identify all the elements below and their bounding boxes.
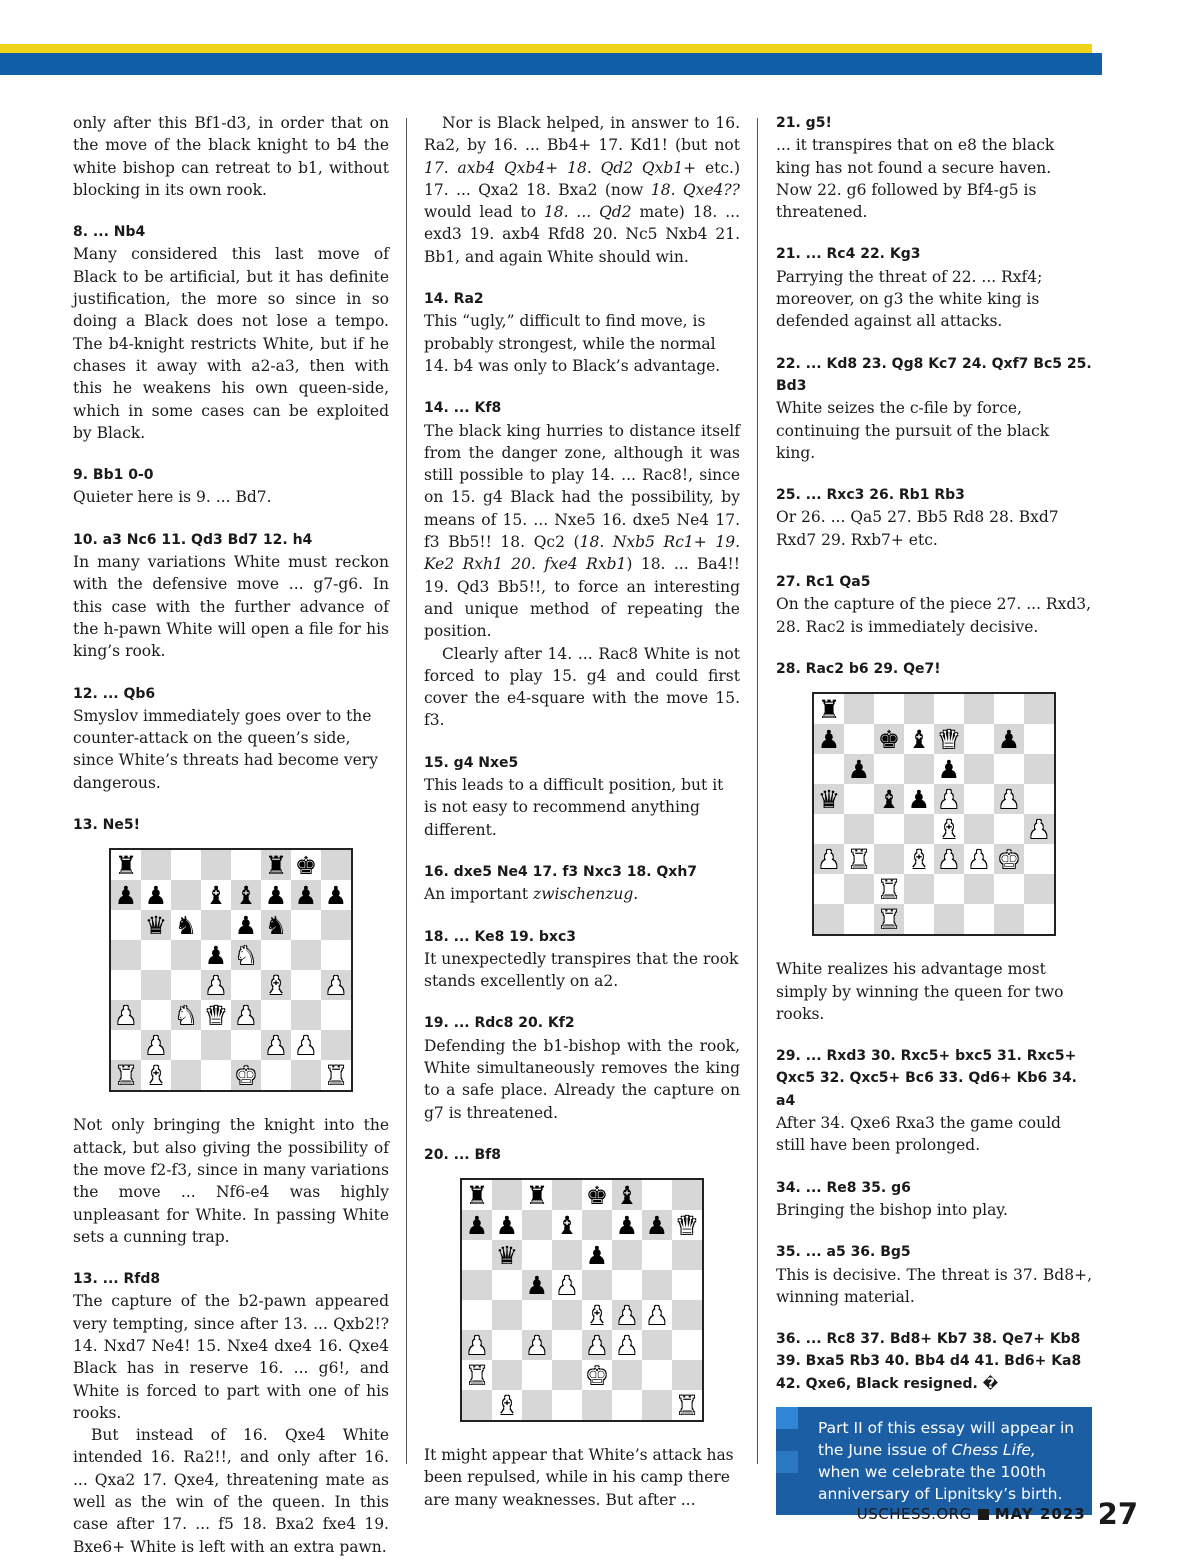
board-square: [1024, 904, 1054, 934]
move-heading: 28. Rac2 b6 29. Qe7!: [776, 660, 941, 677]
paragraph: Bringing the bishop into play.: [776, 1200, 1008, 1219]
board-square: [522, 1360, 552, 1390]
column-rule-1: [406, 118, 407, 1464]
white-pawn-icon: ♟: [201, 970, 231, 1000]
board-square: [201, 910, 231, 940]
white-pawn-icon: ♟: [111, 1000, 141, 1030]
board-square: [904, 874, 934, 904]
board-square: [492, 1270, 522, 1300]
board-square: [111, 970, 141, 1000]
paragraph: This “ugly,” difficult to find move, is probably strongest, while the normal 14. b4 was only to Black’s advantage.: [424, 312, 721, 375]
paragraph: Quieter here is 9. ... Bd7.: [73, 488, 272, 507]
board-square: [612, 1270, 642, 1300]
board-square: [1024, 874, 1054, 904]
board-square: [261, 940, 291, 970]
black-pawn-icon: ♟: [201, 940, 231, 970]
black-pawn-icon: ♟: [141, 880, 171, 910]
separator-square-icon: [978, 1509, 989, 1520]
board-square: [201, 850, 231, 880]
move-heading: 12. ... Qb6: [73, 685, 156, 702]
board-square: [261, 1000, 291, 1030]
paragraph: Smyslov immediately goes over to the counter-attack on the queen’s side, since White’s threats had become very dangerous.: [73, 706, 378, 792]
board-square: [874, 814, 904, 844]
move-heading: 8. ... Nb4: [73, 224, 146, 241]
white-pawn-icon: ♟: [582, 1330, 612, 1360]
move-heading: 16. dxe5 Ne4 17. f3 Nxc3 18. Qxh7: [424, 863, 698, 880]
white-pawn-icon: ♟: [612, 1330, 642, 1360]
sidebar-note: Part II of this essay will appear in the June issue of Chess Life, when we celebrate the 100th anniversary of Lipnitsky’s birth.: [776, 1407, 1092, 1515]
move-heading: 10. a3 Nc6 11. Qd3 Bd7 12. h4: [73, 531, 313, 548]
board-square: [171, 970, 201, 1000]
black-king-icon: ♚: [291, 850, 321, 880]
paragraph: Clearly after 14. ... Rac8 White is not forced to play 15. g4 and could first cover the e4-square with the move 15. f3.: [424, 644, 740, 730]
move-heading: 14. Ra2: [424, 291, 484, 308]
board-square: [874, 844, 904, 874]
board-square: [672, 1240, 702, 1270]
move-heading: 21. g5!: [776, 115, 832, 131]
black-rook-icon: ♜: [522, 1180, 552, 1210]
paragraph: Parrying the threat of 22. ... Rxf4; moreover, on g3 the white king is defended against all attacks.: [776, 267, 1043, 331]
white-pawn-icon: ♟: [231, 1000, 261, 1030]
white-rook-icon: ♜: [462, 1360, 492, 1390]
move-heading: 36. ... Rc8 37. Bd8+ Kb7 38. Qe7+ Kb8 39. Bxa5 Rb3 40. Bb4 d4 41. Bd6+ Ka8 42. Qxe6, Black resigned. �: [776, 1331, 1082, 1392]
board-square: [672, 1300, 702, 1330]
board-square: [111, 1030, 141, 1060]
black-pawn-icon: ♟: [261, 880, 291, 910]
black-pawn-icon: ♟: [321, 880, 351, 910]
board-square: [964, 814, 994, 844]
white-pawn-icon: ♟: [934, 784, 964, 814]
board-square: [1024, 724, 1054, 754]
board-square: [904, 814, 934, 844]
page-footer: [857, 1497, 1138, 1531]
black-bishop-icon: ♝: [612, 1180, 642, 1210]
move-heading: 27. Rc1 Qa5: [776, 574, 871, 591]
paragraph: Defending the b1-bishop with the rook, White simultaneously removes the king to a safe place. Already the capture on g7 is threatened.: [424, 1036, 740, 1122]
white-king-icon: ♚: [994, 844, 1024, 874]
board-square: [612, 1360, 642, 1390]
black-pawn-icon: ♟: [462, 1210, 492, 1240]
board-square: [672, 1330, 702, 1360]
white-bishop-icon: ♝: [492, 1390, 522, 1420]
black-pawn-icon: ♟: [934, 754, 964, 784]
board-square: [492, 1180, 522, 1210]
board-square: [672, 1180, 702, 1210]
board-square: [612, 1240, 642, 1270]
board-square: [844, 874, 874, 904]
black-pawn-icon: ♟: [111, 880, 141, 910]
black-rook-icon: ♜: [111, 850, 141, 880]
move-heading: 19. ... Rdc8 20. Kf2: [424, 1015, 575, 1032]
black-rook-icon: ♜: [462, 1180, 492, 1210]
board-square: [964, 754, 994, 784]
board-square: [814, 874, 844, 904]
board-square: [522, 1240, 552, 1270]
end-mark-icon: �: [982, 1375, 999, 1392]
paragraph: It might appear that White’s attack has been repulsed, while in his camp there are many weaknesses. But after ...: [424, 1446, 734, 1509]
paragraph: But instead of 16. Qxe4 White intended 16. Ra2!!, and only after 16. ... Qxa2 17. Qxe4, threatening mate as well as the win of the queen. In this case after 17. ... f5 18. Bxa2 fxe4 19. Bxe6+ White is left with an extra pawn.: [73, 1426, 389, 1556]
white-pawn-icon: ♟: [141, 1030, 171, 1060]
column-3: [776, 112, 1092, 1515]
white-rook-icon: ♜: [844, 844, 874, 874]
board-square: [994, 754, 1024, 784]
paragraph: White seizes the c-file by force, continuing the pursuit of the black king.: [776, 399, 1050, 462]
paragraph: It unexpectedly transpires that the rook stands excellently on a2.: [424, 949, 739, 991]
board-square: [934, 904, 964, 934]
board-square: [904, 904, 934, 934]
board-square: [844, 724, 874, 754]
board-square: [672, 1270, 702, 1300]
board-square: [462, 1300, 492, 1330]
chess-diagram-move-13: [109, 848, 353, 1092]
black-bishop-icon: ♝: [201, 880, 231, 910]
paragraph: After 34. Qxe6 Rxa3 the game could still have been prolonged.: [776, 1114, 1061, 1155]
white-queen-icon: ♛: [201, 1000, 231, 1030]
footer-site: USCHESS.ORG: [856, 1505, 972, 1523]
paragraph: Nor is Black helped, in answer to 16. Ra2, by 16. ... Bb4+ 17. Kd1! (but not 17. axb4 Qxb4+ 18. Qd2 Qxb1+ etc.) 17. ... Qxa2 18. Bxa2 (now 18. Qxe4?? would lead to 18. ... Qd2 mate) 18. ... exd3 19. axb4 Rfd8 20. Nc5 Nxb4 21. Bb1, and again White should win.: [424, 114, 741, 266]
black-pawn-icon: ♟: [522, 1270, 552, 1300]
black-bishop-icon: ♝: [231, 880, 261, 910]
white-king-icon: ♚: [582, 1360, 612, 1390]
board-square: [462, 1390, 492, 1420]
board-square: [111, 910, 141, 940]
board-square: [582, 1210, 612, 1240]
black-queen-icon: ♛: [492, 1240, 522, 1270]
board-square: [994, 904, 1024, 934]
white-king-icon: ♚: [231, 1060, 261, 1090]
board-square: [642, 1270, 672, 1300]
board-square: [1024, 694, 1054, 724]
paragraph: The black king hurries to distance itself from the danger zone, although it was still possible to play 14. ... Rac8!, since on 15. g4 Black had the possibility, by means of 15. ... Nxe5 16. dxe5 Ne4 17. f3 Bb5!! 18. Qc2 (18. Nxb5 Rc1+ 19. Ke2 Rxh1 20. fxe4 Rxb1) 18. ... Ba4!! 19. Qd3 Bb5!!, to force an interesting and unique method of repeating the position.: [424, 421, 740, 641]
move-heading: 20. ... Bf8: [424, 1146, 502, 1163]
board-square: [874, 694, 904, 724]
paragraph: White realizes his advantage most simply by winning the queen for two rooks.: [776, 960, 1064, 1023]
board-square: [552, 1360, 582, 1390]
board-square: [201, 1060, 231, 1090]
page-number: 27: [1097, 1497, 1138, 1531]
board-square: [492, 1300, 522, 1330]
column-rule-2: [757, 118, 758, 1464]
board-square: [552, 1300, 582, 1330]
board-square: [642, 1360, 672, 1390]
board-square: [522, 1300, 552, 1330]
paragraph: On the capture of the piece 27. ... Rxd3, 28. Rac2 is immediately decisive.: [776, 595, 1092, 636]
white-bishop-icon: ♝: [261, 970, 291, 1000]
move-heading: 34. ... Re8 35. g6: [776, 1179, 911, 1196]
move-heading: 21. ... Rc4 22. Kg3: [776, 246, 921, 263]
board-square: [874, 754, 904, 784]
board-square: [261, 1060, 291, 1090]
board-square: [994, 814, 1024, 844]
board-square: [964, 874, 994, 904]
black-pawn-icon: ♟: [582, 1240, 612, 1270]
white-bishop-icon: ♝: [141, 1060, 171, 1090]
black-queen-icon: ♛: [141, 910, 171, 940]
board-square: [291, 1060, 321, 1090]
board-square: [934, 694, 964, 724]
white-bishop-icon: ♝: [934, 814, 964, 844]
move-heading: 9. Bb1 0-0: [73, 467, 154, 484]
black-bishop-icon: ♝: [904, 724, 934, 754]
black-pawn-icon: ♟: [994, 724, 1024, 754]
column-2: [424, 112, 740, 1511]
board-square: [964, 694, 994, 724]
paragraph: Or 26. ... Qa5 27. Bb5 Rd8 28. Bxd7 Rxd7 29. Rxb7+ etc.: [776, 508, 1059, 549]
white-pawn-icon: ♟: [291, 1030, 321, 1060]
move-heading: 15. g4 Nxe5: [424, 754, 519, 771]
white-pawn-icon: ♟: [642, 1300, 672, 1330]
board-square: [582, 1270, 612, 1300]
board-square: [1024, 784, 1054, 814]
board-square: [141, 1000, 171, 1030]
paragraph: Many considered this last move of Black to be artificial, but it has definite justification, the more so since in so doing a Black does not lose a tempo. The b4-knight restricts White, but if he chases it away with a2-a3, then with this he weakens his own queen-side, which in some cases can be exploited by Black.: [73, 245, 389, 442]
board-square: [934, 874, 964, 904]
board-square: [1024, 754, 1054, 784]
board-square: [582, 1390, 612, 1420]
white-rook-icon: ♜: [874, 904, 904, 934]
white-knight-icon: ♞: [231, 940, 261, 970]
magazine-title: Chess Life,: [951, 1440, 1036, 1459]
move-heading: 18. ... Ke8 19. bxc3: [424, 928, 576, 945]
board-square: [462, 1270, 492, 1300]
black-bishop-icon: ♝: [552, 1210, 582, 1240]
black-pawn-icon: ♟: [642, 1210, 672, 1240]
black-bishop-icon: ♝: [874, 784, 904, 814]
white-rook-icon: ♜: [321, 1060, 351, 1090]
board-square: [321, 1030, 351, 1060]
board-square: [642, 1390, 672, 1420]
board-square: [814, 904, 844, 934]
white-pawn-icon: ♟: [261, 1030, 291, 1060]
board-square: [814, 754, 844, 784]
paragraph: Not only bringing the knight into the attack, but also giving the possibility of the move f2-f3, since in many variations the move ... Nf6-e4 was highly unpleasant for White. In passing White sets a cunning trap.: [73, 1116, 389, 1246]
move-heading: 35. ... a5 36. Bg5: [776, 1244, 911, 1261]
board-square: [814, 814, 844, 844]
white-bishop-icon: ♝: [582, 1300, 612, 1330]
board-square: [201, 1030, 231, 1060]
board-square: [844, 784, 874, 814]
board-square: [141, 850, 171, 880]
black-pawn-icon: ♟: [291, 880, 321, 910]
paragraph: In many variations White must reckon with the defensive move ... g7-g6. In this case with the further advance of the h-pawn White will open a file for his king’s rook.: [73, 553, 389, 661]
white-pawn-icon: ♟: [994, 784, 1024, 814]
board-square: [642, 1240, 672, 1270]
paragraph: The capture of the b2-pawn appeared very tempting, since after 13. ... Qxb2!? 14. Nxd7 Ne4! 15. Nxe4 dxe4 16. Qxe4 Black has in reserve 16. ... g6!, and White is forced to part with one of his rooks.: [73, 1292, 389, 1422]
sidebar-accent: [776, 1451, 798, 1473]
board-square: [291, 970, 321, 1000]
board-square: [462, 1240, 492, 1270]
move-heading: 22. ... Kd8 23. Qg8 Kc7 24. Qxf7 Bc5 25. Bd3: [776, 355, 1092, 394]
board-square: [552, 1240, 582, 1270]
board-square: [642, 1180, 672, 1210]
white-pawn-icon: ♟: [321, 970, 351, 1000]
board-square: [612, 1390, 642, 1420]
white-pawn-icon: ♟: [814, 844, 844, 874]
black-knight-icon: ♞: [261, 910, 291, 940]
paragraph: ... it transpires that on e8 the black king has not found a secure haven. Now 22. g6 followed by Bf4-g5 is threatened.: [776, 136, 1055, 222]
move-heading: 13. Ne5!: [73, 817, 141, 834]
black-knight-icon: ♞: [171, 910, 201, 940]
board-square: [321, 940, 351, 970]
move-heading: 29. ... Rxd3 30. Rxc5+ bxc5 31. Rxc5+ Qxc5 32. Qxc5+ Bc6 33. Qd6+ Kb6 34. a4: [776, 1048, 1077, 1109]
white-rook-icon: ♜: [111, 1060, 141, 1090]
board-square: [171, 850, 201, 880]
move-heading: 25. ... Rxc3 26. Rb1 Rb3: [776, 487, 965, 504]
board-square: [141, 940, 171, 970]
black-king-icon: ♚: [874, 724, 904, 754]
board-square: [291, 1000, 321, 1030]
black-pawn-icon: ♟: [231, 910, 261, 940]
board-square: [904, 694, 934, 724]
white-pawn-icon: ♟: [462, 1330, 492, 1360]
board-square: [552, 1180, 582, 1210]
board-square: [994, 694, 1024, 724]
move-heading: 13. ... Rfd8: [73, 1271, 161, 1288]
white-pawn-icon: ♟: [934, 844, 964, 874]
board-square: [321, 850, 351, 880]
board-square: [141, 970, 171, 1000]
board-square: [291, 940, 321, 970]
move-heading: 14. ... Kf8: [424, 400, 502, 417]
board-square: [171, 1060, 201, 1090]
black-rook-icon: ♜: [814, 694, 844, 724]
board-square: [492, 1330, 522, 1360]
board-square: [231, 1030, 261, 1060]
footer-issue: MAY 2023: [994, 1505, 1086, 1523]
board-square: [552, 1390, 582, 1420]
header-stripe-yellow: [0, 44, 1092, 53]
chess-diagram-move-29: [812, 692, 1056, 936]
chess-diagram-move-20: [460, 1178, 704, 1422]
board-square: [904, 754, 934, 784]
board-square: [844, 904, 874, 934]
board-square: [552, 1330, 582, 1360]
paragraph: An important zwischenzug.: [424, 885, 639, 904]
white-pawn-icon: ♟: [552, 1270, 582, 1300]
column-1: [73, 112, 389, 1558]
white-queen-icon: ♛: [934, 724, 964, 754]
sidebar-accent: [776, 1407, 798, 1429]
board-square: [522, 1390, 552, 1420]
black-pawn-icon: ♟: [612, 1210, 642, 1240]
white-pawn-icon: ♟: [612, 1300, 642, 1330]
board-square: [171, 1030, 201, 1060]
board-square: [964, 904, 994, 934]
black-pawn-icon: ♟: [814, 724, 844, 754]
board-square: [321, 1000, 351, 1030]
white-rook-icon: ♜: [874, 874, 904, 904]
board-square: [964, 784, 994, 814]
white-knight-icon: ♞: [171, 1000, 201, 1030]
white-pawn-icon: ♟: [964, 844, 994, 874]
board-square: [231, 850, 261, 880]
board-square: [844, 814, 874, 844]
board-square: [321, 910, 351, 940]
board-square: [642, 1330, 672, 1360]
black-pawn-icon: ♟: [844, 754, 874, 784]
board-square: [111, 940, 141, 970]
board-square: [844, 694, 874, 724]
white-rook-icon: ♜: [672, 1390, 702, 1420]
board-square: [231, 970, 261, 1000]
paragraph: This leads to a difficult position, but it is not easy to recommend anything different.: [424, 776, 724, 839]
board-square: [522, 1210, 552, 1240]
white-bishop-icon: ♝: [904, 844, 934, 874]
board-square: [171, 940, 201, 970]
black-queen-icon: ♛: [814, 784, 844, 814]
paragraph: only after this Bf1-d3, in order that on the move of the black knight to b4 the white bishop can retreat to b1, without blocking in its own rook.: [73, 114, 389, 199]
white-pawn-icon: ♟: [1024, 814, 1054, 844]
board-square: [291, 910, 321, 940]
header-stripe-blue: [0, 53, 1102, 75]
board-square: [492, 1360, 522, 1390]
board-square: [994, 874, 1024, 904]
white-queen-icon: ♛: [672, 1210, 702, 1240]
board-square: [672, 1360, 702, 1390]
black-pawn-icon: ♟: [492, 1210, 522, 1240]
black-king-icon: ♚: [582, 1180, 612, 1210]
paragraph: This is decisive. The threat is 37. Bd8+, winning material.: [776, 1265, 1092, 1306]
white-pawn-icon: ♟: [522, 1330, 552, 1360]
board-square: [964, 724, 994, 754]
board-square: [171, 880, 201, 910]
black-rook-icon: ♜: [261, 850, 291, 880]
board-square: [1024, 844, 1054, 874]
black-pawn-icon: ♟: [904, 784, 934, 814]
